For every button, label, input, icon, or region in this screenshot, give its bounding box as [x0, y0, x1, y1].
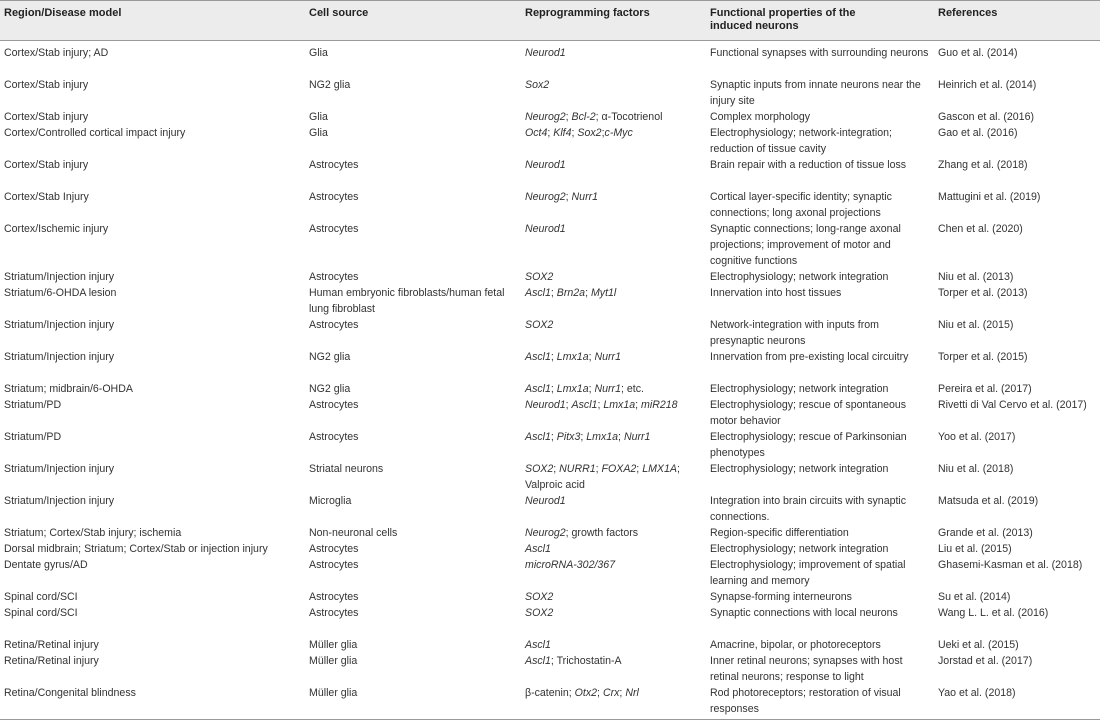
cell-props: Amacrine, bipolar, or photoreceptors — [710, 639, 881, 651]
cell-factors: Neurod1; Ascl1; Lmx1a; miR218 — [525, 399, 678, 411]
cell-region: Cortex/Stab injury — [4, 159, 89, 171]
cell-source: Astrocytes — [309, 543, 359, 555]
cell-ref: Ghasemi-Kasman et al. (2018) — [938, 559, 1083, 571]
cell-source: Glia — [309, 47, 328, 59]
cell-source: Astrocytes — [309, 559, 359, 571]
cell-source: Müller glia — [309, 639, 358, 651]
cell-props: Electrophysiology; improvement of spatial learning and memory — [710, 559, 906, 587]
cell-ref: Wang L. L. et al. (2016) — [938, 607, 1049, 619]
cell-factors: SOX2; NURR1; FOXA2; LMX1A; Valproic acid — [525, 463, 680, 491]
cell-props: Network-integration with inputs from presynaptic neurons — [710, 319, 879, 347]
cell-region: Retina/Retinal injury — [4, 655, 99, 667]
cell-ref: Jorstad et al. (2017) — [938, 655, 1033, 667]
cell-ref: Niu et al. (2013) — [938, 271, 1014, 283]
cell-region: Striatum/Injection injury — [4, 495, 115, 507]
cell-region: Cortex/Controlled cortical impact injury — [4, 127, 186, 139]
cell-factors: Sox2 — [525, 79, 550, 91]
cell-region: Retina/Congenital blindness — [4, 687, 136, 699]
cell-region: Striatum/Injection injury — [4, 463, 115, 475]
cell-region: Dentate gyrus/AD — [4, 559, 88, 571]
cell-props: Electrophysiology; network integration — [710, 383, 889, 395]
cell-source: Astrocytes — [309, 223, 359, 235]
header-region: Region/Disease model — [4, 7, 122, 19]
cell-factors: Neurog2; Nurr1 — [525, 191, 599, 203]
cell-props: Electrophysiology; rescue of Parkinsonian phenotypes — [710, 431, 907, 459]
cell-region: Dorsal midbrain; Striatum; Cortex/Stab or injection injury — [4, 543, 268, 555]
cell-factors: SOX2 — [525, 271, 554, 283]
cell-ref: Rivetti di Val Cervo et al. (2017) — [938, 399, 1087, 411]
cell-ref: Gascon et al. (2016) — [938, 111, 1034, 123]
cell-factors: Neurod1 — [525, 223, 566, 235]
cell-props: Electrophysiology; network integration — [710, 463, 889, 475]
cell-source: Non-neuronal cells — [309, 527, 398, 539]
cell-region: Striatum/Injection injury — [4, 319, 115, 331]
cell-source: Glia — [309, 111, 328, 123]
cell-factors: Ascl1 — [525, 639, 551, 651]
cell-factors: Ascl1; Lmx1a; Nurr1; etc. — [525, 383, 644, 395]
bottom-rule — [0, 719, 1100, 720]
cell-source: Astrocytes — [309, 159, 359, 171]
cell-region: Striatum/Injection injury — [4, 271, 115, 283]
cell-source: Striatal neurons — [309, 463, 384, 475]
cell-region: Striatum/PD — [4, 431, 62, 443]
cell-ref: Yao et al. (2018) — [938, 687, 1016, 699]
header-factors: Reprogramming factors — [525, 7, 650, 19]
cell-props: Synapse-forming interneurons — [710, 591, 852, 603]
cell-source: NG2 glia — [309, 351, 351, 363]
cell-factors: microRNA-302/367 — [525, 559, 616, 571]
cell-ref: Chen et al. (2020) — [938, 223, 1023, 235]
cell-factors: Ascl1; Brn2a; Myt1l — [525, 287, 617, 299]
cell-factors: Ascl1; Pitx3; Lmx1a; Nurr1 — [525, 431, 651, 443]
cell-props: Electrophysiology; network integration — [710, 543, 889, 555]
cell-source: Müller glia — [309, 687, 358, 699]
cell-ref: Niu et al. (2015) — [938, 319, 1014, 331]
cell-factors: Neurod1 — [525, 495, 566, 507]
cell-region: Spinal cord/SCI — [4, 591, 78, 603]
cell-props: Innervation from pre-existing local circuitry — [710, 351, 909, 363]
cell-region: Striatum; midbrain/6-OHDA — [4, 383, 133, 395]
cell-factors: β-catenin; Otx2; Crx; Nrl — [525, 687, 639, 699]
cell-ref: Pereira et al. (2017) — [938, 383, 1032, 395]
cell-ref: Niu et al. (2018) — [938, 463, 1014, 475]
cell-factors: SOX2 — [525, 319, 554, 331]
cell-source: Astrocytes — [309, 191, 359, 203]
cell-region: Striatum/6-OHDA lesion — [4, 287, 117, 299]
cell-region: Cortex/Stab injury; AD — [4, 47, 109, 59]
cell-factors: Neurod1 — [525, 47, 566, 59]
cell-ref: Gao et al. (2016) — [938, 127, 1018, 139]
cell-factors: Oct4; Klf4; Sox2;c-Myc — [525, 127, 633, 139]
cell-region: Striatum; Cortex/Stab injury; ischemia — [4, 527, 182, 539]
cell-props: Synaptic connections with local neurons — [710, 607, 898, 619]
cell-props: Synaptic inputs from innate neurons near the injury site — [710, 79, 921, 107]
cell-factors: Neurod1 — [525, 159, 566, 171]
cell-props: Brain repair with a reduction of tissue loss — [710, 159, 907, 171]
cell-region: Cortex/Ischemic injury — [4, 223, 109, 235]
cell-factors: Ascl1; Trichostatin-A — [525, 655, 622, 667]
cell-source: Müller glia — [309, 655, 358, 667]
cell-props: Synaptic connections; long-range axonal projections; improvement of motor and cognitive functions — [710, 223, 901, 267]
cell-ref: Heinrich et al. (2014) — [938, 79, 1037, 91]
cell-ref: Ueki et al. (2015) — [938, 639, 1019, 651]
cell-ref: Matsuda et al. (2019) — [938, 495, 1039, 507]
cell-factors: Neurog2; growth factors — [525, 527, 639, 539]
cell-props: Electrophysiology; network-integration; reduction of tissue cavity — [710, 127, 892, 155]
cell-factors: SOX2 — [525, 607, 554, 619]
header-references: References — [938, 7, 998, 19]
cell-ref: Liu et al. (2015) — [938, 543, 1012, 555]
cell-ref: Torper et al. (2013) — [938, 287, 1028, 299]
cell-region: Cortex/Stab Injury — [4, 191, 89, 203]
cell-source: Astrocytes — [309, 431, 359, 443]
header-properties: Functional properties of the induced neurons — [710, 7, 856, 32]
cell-ref: Zhang et al. (2018) — [938, 159, 1028, 171]
cell-props: Electrophysiology; rescue of spontaneous motor behavior — [710, 399, 907, 427]
cell-props: Cortical layer-specific identity; synaptic connections; long axonal projections — [710, 191, 892, 219]
cell-ref: Torper et al. (2015) — [938, 351, 1028, 363]
cell-region: Striatum/Injection injury — [4, 351, 115, 363]
cell-factors: Neurog2; Bcl-2; α-Tocotrienol — [525, 111, 663, 123]
cell-ref: Guo et al. (2014) — [938, 47, 1018, 59]
cell-ref: Grande et al. (2013) — [938, 527, 1033, 539]
cell-region: Cortex/Stab injury — [4, 79, 89, 91]
cell-factors: Ascl1 — [525, 543, 551, 555]
cell-ref: Su et al. (2014) — [938, 591, 1011, 603]
cell-factors: SOX2 — [525, 591, 554, 603]
cell-props: Electrophysiology; network integration — [710, 271, 889, 283]
cell-region: Striatum/PD — [4, 399, 62, 411]
cell-ref: Mattugini et al. (2019) — [938, 191, 1041, 203]
cell-source: NG2 glia — [309, 383, 351, 395]
cell-source: NG2 glia — [309, 79, 351, 91]
cell-source: Microglia — [309, 495, 352, 507]
cell-region: Retina/Retinal injury — [4, 639, 99, 651]
cell-props: Inner retinal neurons; synapses with host retinal neurons; response to light — [710, 655, 903, 683]
cell-props: Rod photoreceptors; restoration of visual responses — [710, 687, 901, 715]
cell-region: Cortex/Stab injury — [4, 111, 89, 123]
cell-props: Integration into brain circuits with synaptic connections. — [710, 495, 907, 523]
cell-region: Spinal cord/SCI — [4, 607, 78, 619]
header-cell-source: Cell source — [309, 7, 369, 19]
cell-source: Astrocytes — [309, 607, 359, 619]
cell-ref: Yoo et al. (2017) — [938, 431, 1016, 443]
cell-factors: Ascl1; Lmx1a; Nurr1 — [525, 351, 621, 363]
cell-source: Glia — [309, 127, 328, 139]
table-header — [0, 0, 1100, 41]
cell-source: Human embryonic fibroblasts/human fetal lung fibroblast — [309, 287, 505, 315]
cell-props: Region-specific differentiation — [710, 527, 849, 539]
cell-source: Astrocytes — [309, 399, 359, 411]
cell-source: Astrocytes — [309, 271, 359, 283]
cell-props: Complex morphology — [710, 111, 811, 123]
cell-source: Astrocytes — [309, 319, 359, 331]
cell-props: Functional synapses with surrounding neurons — [710, 47, 929, 59]
cell-props: Innervation into host tissues — [710, 287, 842, 299]
cell-source: Astrocytes — [309, 591, 359, 603]
